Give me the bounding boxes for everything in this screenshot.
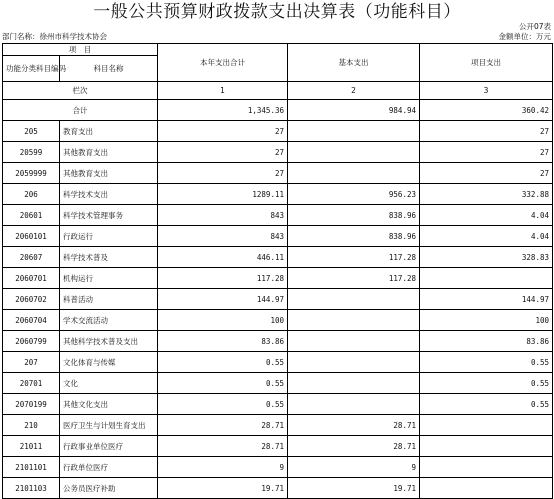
department-name: 部门名称：徐州市科学技术协会 (2, 32, 107, 41)
amount-total: 843 (158, 205, 288, 226)
amount-basic (288, 121, 420, 142)
subject-name: 行政事业单位医疗 (60, 436, 158, 457)
header-row-item (3, 44, 553, 56)
amount-total: 100 (158, 310, 288, 331)
table-row (3, 268, 553, 289)
header-item: 项 目 (3, 44, 158, 56)
amount-total: 28.71 (158, 415, 288, 436)
amount-project: 0.55 (420, 394, 553, 415)
lane-2: 2 (288, 82, 420, 100)
header-col-project: 项目支出 (420, 44, 553, 82)
amount-total: 28.71 (158, 436, 288, 457)
total-project: 360.42 (420, 100, 553, 121)
subject-name: 医疗卫生与计划生育支出 (60, 415, 158, 436)
amount-total: 83.86 (158, 331, 288, 352)
total-amount: 1,345.36 (158, 100, 288, 121)
table-row (3, 415, 553, 436)
lane-3: 3 (420, 82, 553, 100)
amount-project (420, 268, 553, 289)
table-row (3, 352, 553, 373)
amount-project: 0.55 (420, 373, 553, 394)
amount-basic (288, 373, 420, 394)
subject-name: 机构运行 (60, 268, 158, 289)
subject-code: 2101103 (3, 478, 60, 499)
amount-project: 27 (420, 142, 553, 163)
subject-code: 2060101 (3, 226, 60, 247)
subject-name: 行政单位医疗 (60, 457, 158, 478)
expenditure-table (2, 43, 553, 499)
subject-name: 其他教育支出 (60, 142, 158, 163)
amount-total: 27 (158, 121, 288, 142)
table-row (3, 247, 553, 268)
amount-total: 0.55 (158, 373, 288, 394)
subject-code: 21011 (3, 436, 60, 457)
subject-code: 2101101 (3, 457, 60, 478)
amount-project (420, 478, 553, 499)
table-row (3, 331, 553, 352)
subject-code: 20599 (3, 142, 60, 163)
amount-total: 843 (158, 226, 288, 247)
subject-code: 2060702 (3, 289, 60, 310)
amount-basic (288, 310, 420, 331)
amount-basic: 838.96 (288, 226, 420, 247)
subject-name: 教育支出 (60, 121, 158, 142)
table-row (3, 373, 553, 394)
amount-project (420, 457, 553, 478)
total-row (3, 100, 553, 121)
header-func-code: 功能分类科目编码 (3, 56, 60, 82)
amount-project (420, 415, 553, 436)
table-row (3, 436, 553, 457)
amount-project: 328.83 (420, 247, 553, 268)
amount-basic: 28.71 (288, 436, 420, 457)
subject-name: 科学技术普及 (60, 247, 158, 268)
amount-total: 0.55 (158, 352, 288, 373)
amount-total: 9 (158, 457, 288, 478)
amount-basic: 28.71 (288, 415, 420, 436)
amount-basic: 838.96 (288, 205, 420, 226)
amount-project: 4.04 (420, 226, 553, 247)
subject-code: 20607 (3, 247, 60, 268)
subject-code: 20601 (3, 205, 60, 226)
subject-name: 行政运行 (60, 226, 158, 247)
lane-row (3, 82, 553, 100)
subject-name: 科学技术管理事务 (60, 205, 158, 226)
subject-code: 2060701 (3, 268, 60, 289)
page-title: 一般公共预算财政拨款支出决算表（功能科目） (93, 2, 461, 22)
amount-unit: 金额单位：万元 (498, 32, 551, 41)
amount-project: 4.04 (420, 205, 553, 226)
subject-name: 其他科学技术普及支出 (60, 331, 158, 352)
table-row (3, 226, 553, 247)
table-row (3, 184, 553, 205)
subject-name: 科学技术支出 (60, 184, 158, 205)
amount-basic: 9 (288, 457, 420, 478)
amount-total: 27 (158, 142, 288, 163)
amount-total: 27 (158, 163, 288, 184)
amount-total: 0.55 (158, 394, 288, 415)
amount-basic: 956.23 (288, 184, 420, 205)
amount-project: 100 (420, 310, 553, 331)
lane-1: 1 (158, 82, 288, 100)
amount-basic (288, 163, 420, 184)
amount-basic (288, 289, 420, 310)
subject-code: 2060704 (3, 310, 60, 331)
amount-total: 144.97 (158, 289, 288, 310)
subject-name: 文化体育与传媒 (60, 352, 158, 373)
subject-name: 科普活动 (60, 289, 158, 310)
amount-total: 117.28 (158, 268, 288, 289)
lane-label: 栏次 (3, 82, 158, 100)
amount-total: 446.11 (158, 247, 288, 268)
total-basic: 984.94 (288, 100, 420, 121)
subject-name: 学术交流活动 (60, 310, 158, 331)
subject-name: 文化 (60, 373, 158, 394)
amount-basic: 117.28 (288, 247, 420, 268)
subject-name: 公务员医疗补助 (60, 478, 158, 499)
amount-basic (288, 331, 420, 352)
header-col-total: 本年支出合计 (158, 44, 288, 82)
amount-basic (288, 142, 420, 163)
amount-project (420, 436, 553, 457)
subject-code: 210 (3, 415, 60, 436)
amount-total: 19.71 (158, 478, 288, 499)
amount-project: 332.88 (420, 184, 553, 205)
subject-code: 20701 (3, 373, 60, 394)
subject-name: 其他教育支出 (60, 163, 158, 184)
form-code: 公开07表 (518, 22, 551, 31)
subject-code: 2060799 (3, 331, 60, 352)
amount-basic (288, 394, 420, 415)
subject-code: 205 (3, 121, 60, 142)
subject-code: 2070199 (3, 394, 60, 415)
subject-name: 其他文化支出 (60, 394, 158, 415)
subject-code: 207 (3, 352, 60, 373)
header-subject-name: 科目名称 (60, 56, 158, 82)
total-label: 合计 (3, 100, 158, 121)
subject-code: 206 (3, 184, 60, 205)
amount-project: 27 (420, 163, 553, 184)
subject-code: 2059999 (3, 163, 60, 184)
table-row (3, 289, 553, 310)
table-row (3, 457, 553, 478)
amount-basic (288, 352, 420, 373)
table-row (3, 394, 553, 415)
table-row (3, 478, 553, 499)
header-col-basic: 基本支出 (288, 44, 420, 82)
amount-basic: 19.71 (288, 478, 420, 499)
table-row (3, 310, 553, 331)
amount-project: 83.86 (420, 331, 553, 352)
table-row (3, 142, 553, 163)
table-row (3, 205, 553, 226)
table-row (3, 163, 553, 184)
table-row (3, 121, 553, 142)
amount-project: 27 (420, 121, 553, 142)
amount-total: 1289.11 (158, 184, 288, 205)
amount-project: 0.55 (420, 352, 553, 373)
amount-basic: 117.28 (288, 268, 420, 289)
amount-project: 144.97 (420, 289, 553, 310)
